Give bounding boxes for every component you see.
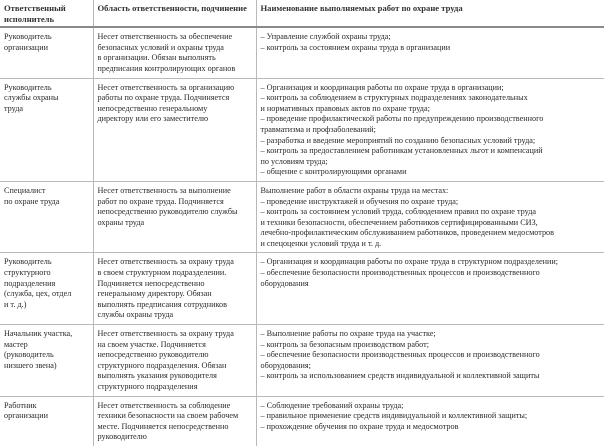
text-line: оборудования: [260, 278, 309, 288]
header-row: [0, 0, 604, 27]
text-line: – обеспечение безопасности производственных процессов и производственного: [260, 268, 540, 278]
text-line: Руководитель: [4, 82, 52, 92]
text-line: Несет ответственность за обеспечение: [97, 32, 233, 42]
role-cell: [0, 396, 93, 446]
text-line: Специалист: [4, 185, 46, 195]
text-line: Подчиняется непосредственно: [97, 278, 205, 288]
text-line: – контроль за безопасным производством работ;: [260, 339, 429, 349]
header-line: исполнитель: [4, 13, 55, 24]
table-row: [0, 325, 604, 397]
text-line: – Организация и координация работы по охране труда в организации;: [260, 82, 504, 92]
text-line: (руководитель: [4, 350, 54, 360]
table-row: [0, 396, 604, 446]
text-line: непосредственно руководителю: [97, 350, 209, 360]
header-line: Область ответственности, подчинение: [97, 3, 247, 13]
role-cell: [0, 27, 93, 78]
header-executor: [0, 0, 93, 27]
text-line: оборудования;: [260, 360, 311, 370]
text-line: Несет ответственность за организацию: [97, 82, 235, 92]
text-line: в своем структурном подразделении.: [97, 268, 227, 278]
text-line: Начальник участка,: [4, 329, 73, 339]
role-cell: [0, 78, 93, 181]
text-line: Несет ответственность за охрану труда: [97, 257, 234, 267]
area-cell: [93, 78, 256, 181]
text-line: непосредственно руководителю службы: [97, 207, 238, 217]
text-line: Несет ответственность за охрану труда: [97, 329, 234, 339]
text-line: непосредственно генеральному: [97, 103, 208, 113]
text-line: предписания контролирующих органов: [97, 63, 236, 73]
area-cell: [93, 27, 256, 78]
text-line: и т. д.): [4, 299, 27, 309]
text-line: (служба, цех, отдел: [4, 289, 72, 299]
header-works: [256, 0, 604, 27]
text-line: и нормативных правовых актов по охране труда;: [260, 103, 430, 113]
text-line: Руководитель: [4, 32, 52, 42]
text-line: – Выполнение работы по охране труда на участке;: [260, 329, 436, 339]
text-line: лечебно-профилактическим обслуживанием работников, проведением медосмотров: [260, 228, 555, 238]
text-line: – общение с контролирующими органами: [260, 167, 407, 177]
text-line: – разработка и введение мероприятий по созданию безопасных условий труда;: [260, 135, 536, 145]
role-cell: [0, 325, 93, 397]
text-line: по охране труда: [4, 196, 60, 206]
works-cell: [256, 78, 604, 181]
table-row: [0, 78, 604, 181]
text-line: травматизма и профзаболеваний;: [260, 124, 376, 134]
text-line: мастер: [4, 339, 28, 349]
text-line: службы охраны: [4, 93, 59, 103]
area-cell: [93, 181, 256, 253]
works-cell: [256, 253, 604, 325]
area-cell: [93, 396, 256, 446]
text-line: и техники безопасности, обеспечением работников сертифицированными СИЗ,: [260, 217, 538, 227]
text-line: руководителю: [97, 432, 147, 442]
text-line: – Организация и координация работы по охране труда в структурном подразделении;: [260, 257, 559, 267]
works-cell: [256, 325, 604, 397]
text-line: структурного: [4, 268, 51, 278]
text-line: месте. Подчиняется непосредственно: [97, 421, 229, 431]
works-cell: [256, 27, 604, 78]
text-line: безопасных условий и охраны труда: [97, 42, 224, 52]
text-line: Несет ответственность за соблюдение: [97, 400, 231, 410]
text-line: – контроль за использованием средств индивидуальной и коллективной защиты: [260, 371, 540, 381]
text-line: – контроль за состоянием охраны труда в организации: [260, 42, 451, 52]
header-line: Ответственный: [4, 3, 66, 13]
text-line: директору или его заместителю: [97, 114, 209, 124]
text-line: организации: [4, 411, 48, 421]
text-line: Руководитель: [4, 257, 52, 267]
text-line: выполнять указания руководителя: [97, 371, 217, 381]
table-row: [0, 181, 604, 253]
text-line: структурного подразделения. Обязан: [97, 360, 227, 370]
text-line: структурного подразделения: [97, 382, 198, 391]
text-line: и спецоценки условий труда и т. д.: [260, 238, 382, 248]
text-line: – проведение инструктажей и обучения по охране труда;: [260, 196, 459, 206]
text-line: – Соблюдение требований охраны труда;: [260, 400, 404, 410]
text-line: – правильное применение средств индивидуальной и коллективной защиты;: [260, 411, 528, 421]
text-line: генеральному директору. Обязан: [97, 289, 212, 299]
header-area: [93, 0, 256, 27]
text-line: – проведение профилактической работы по предупреждению производственного: [260, 114, 544, 124]
works-cell: [256, 396, 604, 446]
text-line: Выполнение работ в области охраны труда на местах:: [260, 185, 449, 195]
text-line: труда: [4, 103, 24, 113]
area-cell: [93, 253, 256, 325]
table-row: [0, 253, 604, 325]
works-cell: [256, 181, 604, 253]
text-line: Работник: [4, 400, 37, 410]
text-line: – контроль за состоянием условий труда, соблюдением правил по охране труда: [260, 207, 537, 217]
text-line: – прохождение обучения по охране труда и медосмотров: [260, 421, 459, 431]
text-line: – контроль за предоставлением работникам установленных льгот и компенсаций: [260, 146, 543, 156]
text-line: по условиям труда;: [260, 156, 328, 166]
text-line: службы охраны труда: [97, 310, 174, 320]
text-line: подразделения: [4, 278, 56, 288]
text-line: – обеспечение безопасности производственных процессов и производственного: [260, 350, 540, 360]
text-line: техники безопасности на своем рабочем: [97, 411, 239, 421]
text-line: работы по охране труда. Подчиняется: [97, 93, 230, 103]
area-cell: [93, 325, 256, 397]
text-line: на своем участке. Подчиняется: [97, 339, 206, 349]
text-line: Несет ответственность за выполнение: [97, 185, 231, 195]
text-line: охраны труда: [97, 217, 145, 227]
table-row: [0, 27, 604, 78]
text-line: организации: [4, 42, 48, 52]
text-line: – Управление службой охраны труда;: [260, 32, 391, 42]
role-cell: [0, 253, 93, 325]
header-line: Наименование выполняемых работ по охране труда: [260, 3, 463, 13]
text-line: низшего звена): [4, 360, 57, 370]
text-line: – контроль за соблюдением в структурных подразделениях законодательных: [260, 93, 528, 103]
text-line: выполнять предписания сотрудников: [97, 299, 228, 309]
role-cell: [0, 181, 93, 253]
text-line: в организации. Обязан выполнять: [97, 53, 216, 63]
text-line: работ по охране труда. Подчиняется: [97, 196, 224, 206]
